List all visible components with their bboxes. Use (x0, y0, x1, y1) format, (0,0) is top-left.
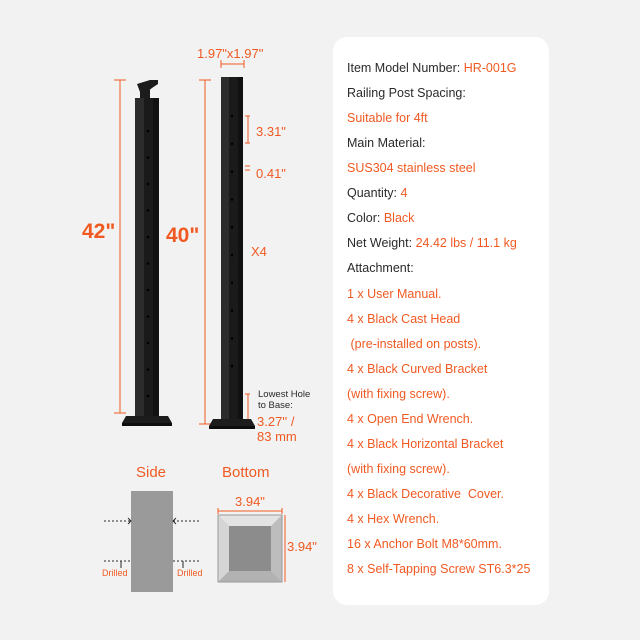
attachment-item: 4 x Black Decorative Cover. (347, 487, 505, 501)
post-hole (231, 337, 234, 340)
post-hole (147, 289, 150, 292)
attachment-item: 4 x Black Cast Head (347, 312, 461, 326)
base-depth-label: 3.94" (287, 539, 317, 554)
attachment-item: 16 x Anchor Bolt M8*60mm. (347, 537, 502, 551)
lowest-hole-value: 3.27'' / 83 mm (257, 414, 297, 444)
spec-color: Color: Black (347, 211, 415, 225)
spec-quantity: Quantity: 4 (347, 186, 408, 200)
hole-spacing-label: 3.31" (256, 124, 286, 139)
spec-attachment-label: Attachment: (347, 261, 414, 275)
attachment-item: (with fixing screw). (347, 462, 450, 476)
section-label: 1.97"x1.97" (197, 46, 264, 61)
lowest-hole-label: Lowest Hole to Base: (258, 389, 311, 411)
base-width-label: 3.94" (235, 494, 265, 509)
total-height-dimension-line (114, 80, 126, 413)
spec-spacing-value: Suitable for 4ft (347, 111, 428, 125)
post-hole (147, 209, 150, 212)
bottom-view-drawing (218, 508, 285, 582)
post-hole (147, 342, 150, 345)
post-hole (147, 368, 150, 371)
attachment-item: 8 x Self-Tapping Screw ST6.3*25 (347, 562, 531, 576)
post-hole (231, 226, 234, 229)
post-hole (231, 143, 234, 146)
spec-weight: Net Weight: 24.42 lbs / 11.1 kg (347, 236, 517, 250)
lowest-hole-dimension-line (245, 394, 250, 419)
cast-head (137, 80, 158, 98)
bottom-view-title: Bottom (222, 464, 270, 481)
post-hole (147, 183, 150, 186)
post-hole (231, 115, 234, 118)
side-bottom-views (0, 485, 330, 635)
post-hole (147, 130, 150, 133)
spec-model: Item Model Number: HR-001G (347, 61, 517, 75)
drilled-left-label: Drilled (102, 568, 128, 578)
post-hole (231, 254, 234, 257)
attachment-item: 4 x Open End Wrench. (347, 412, 474, 426)
section-dimension-line (221, 60, 244, 68)
post-hole (231, 309, 234, 312)
post-hole (147, 315, 150, 318)
hole-spacing-dimension-line (245, 116, 250, 170)
post-hole (147, 395, 150, 398)
post-height-dimension-line (199, 80, 211, 424)
attachment-item: 1 x User Manual. (347, 287, 442, 301)
post-hole (231, 198, 234, 201)
post-hole (147, 236, 150, 239)
post-hole (231, 282, 234, 285)
quantity-mark: X4 (251, 244, 267, 259)
drilled-right-label: Drilled (177, 568, 203, 578)
post-height-label: 40" (166, 224, 200, 247)
post-hole (147, 156, 150, 159)
side-view-title: Side (136, 464, 167, 481)
hole-gap-label: 0.41" (256, 166, 286, 181)
spec-material-label: Main Material: (347, 136, 426, 150)
attachment-item: (with fixing screw). (347, 387, 450, 401)
spec-material-value: SUS304 stainless steel (347, 161, 476, 175)
spec-spacing-label: Railing Post Spacing: (347, 86, 466, 100)
post-hole (147, 262, 150, 265)
post-hole (231, 365, 234, 368)
attachment-item: 4 x Black Curved Bracket (347, 362, 488, 376)
attachment-item: 4 x Black Horizontal Bracket (347, 437, 504, 451)
attachment-item: 4 x Hex Wrench. (347, 512, 440, 526)
post-hole (231, 170, 234, 173)
attachment-item: (pre-installed on posts). (347, 337, 482, 351)
total-height-label: 42" (82, 220, 116, 243)
post-left (122, 98, 172, 426)
